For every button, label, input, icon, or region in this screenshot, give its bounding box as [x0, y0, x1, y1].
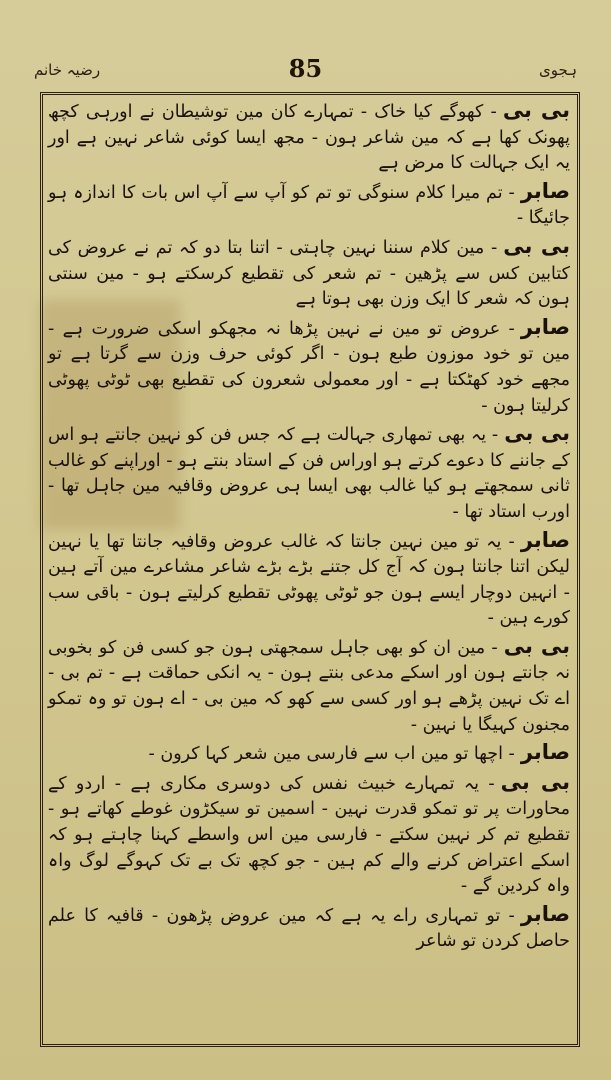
dialogue-line: - تو تمہاری راے یہ ہے کہ مین عروض پڑھون - قافیہ کا علم حاصل کردن تو شاعر: [48, 905, 570, 952]
dialogue-block: [48, 234, 570, 313]
dialogue-block: [48, 740, 570, 768]
header-author: رضیہ خانم: [34, 61, 101, 79]
dialogue-text: [48, 98, 570, 1038]
dialogue-block: [48, 98, 570, 177]
dialogue-block: [48, 528, 570, 632]
dialogue-block: [48, 634, 570, 738]
speaker-name: صابر: [520, 314, 570, 339]
speaker-name: صابر: [520, 178, 570, 203]
speaker-name: بی بی: [504, 421, 570, 446]
dialogue-block: [48, 315, 570, 419]
dialogue-line: - عروض تو مین نے نہین پڑھا نہ مجھکو اسکی ضرورت ہے - مین تو خود موزون طبع ہون - اگر کوئی حرف وزن سے گرتا ہے تو مجھے خود کھٹکتا ہے - اور معمولی شعرون کی تقطیع بھی ٹوٹی پھوٹی کرلیتا ہون -: [48, 318, 570, 416]
speaker-name: بی بی: [502, 98, 570, 122]
dialogue-block: [48, 902, 570, 955]
speaker-name: بی بی: [500, 769, 571, 794]
dialogue-line: - یہ تمہارے خبیث نفس کی دوسری مکاری ہے - اردو کے محاورات پر تو تمکو قدرت نہین - اسمین تو سیکڑون غوطے کھاتے ہو - تقطیع تم کر نہین سکتے - فارسی مین اس واسطے کہنا چاہتے ہو کہ اسکے اعتراض کرنے والے کم ہین - جو کچھ تک بے تک کہوگے لوگ واہ واہ کردین گے -: [48, 773, 570, 897]
dialogue-block: [48, 770, 570, 900]
dialogue-line: - تم میرا کلام سنوگی تو تم کو آپ سے آپ اس بات کا اندازہ ہو جائیگا -: [48, 182, 570, 229]
dialogue-line: - اچھا تو مین اب سے فارسی مین شعر کہا کرون -: [148, 744, 515, 765]
dialogue-line: - مین ان کو بھی جاہل سمجھتی ہون جو کسی فن کو بخوبی نہ جانتے ہون اور اسکے مدعی بنتے ہون - یہ انکی حماقت ہے - تم بی - اے تک نہین پڑھے ہو اور کسی سے کھو کہ مین بی - اے ہون تو وہ تمکو مجنون کہیگا یا نہین -: [48, 637, 570, 735]
dialogue-line: - کھوگے کیا خاک - تمہارے کان مین توشیطان نے اورہی کچھ پھونک کھا ہے کہ مین شاعر ہون - مجھ ایسا کوئی شاعر نہین ہے اور یہ ایک جہالت کا مرض ہے: [48, 102, 570, 174]
dialogue-line: - یہ تو مین نہین جانتا کہ غالب عروض وقافیہ جانتا تھا یا نہین لیکن اتنا جانتا ہون کہ آج کل جتنے بڑے بڑے شاعر مشاعرے مین آتے ہین - انہین دوچار ایسے ہون جو ٹوٹی پھوٹی تقطیع کرلیتے ہون - باقی سب کورے ہین -: [48, 531, 570, 629]
speaker-name: بی بی: [503, 233, 570, 258]
speaker-name: بی بی: [503, 633, 571, 658]
speaker-name: صابر: [520, 527, 570, 552]
header-title: ہجوی: [539, 61, 577, 79]
dialogue-block: [48, 421, 570, 525]
dialogue-line: - مین کلام سننا نہین چاہتی - اتنا بتا دو کہ تم نے عروض کی کتابین کس سے پڑھین - تم شعر کی تقطیع کرسکتے ہو - مین سنتی ہون کہ شعر کا ایک وزن بھی ہوتا ہے: [48, 237, 570, 310]
speaker-name: صابر: [520, 901, 570, 926]
dialogue-block: [48, 179, 570, 232]
dialogue-line: - یہ بھی تمھاری جہالت ہے کہ جس فن کو نہین جانتے ہو اس کے جاننے کا دعوے کرتے ہو اوراس فن کے استاد بنتے ہو - اوراپنے کو غالب ثانی سمجھتے ہو کیا غالب بھی ایسا ہی عروض وقافیہ مین جاہل تھا - اورب استاد تھا -: [48, 425, 570, 522]
page-number: 85: [288, 54, 323, 83]
speaker-name: صابر: [520, 740, 570, 765]
